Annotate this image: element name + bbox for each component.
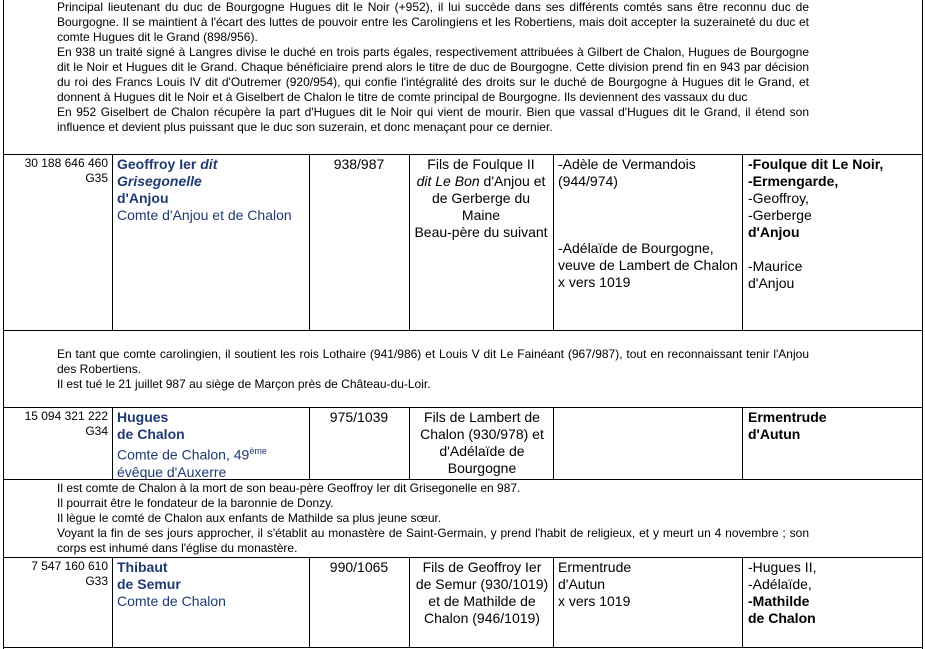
row1-child: -Ermengarde, bbox=[748, 173, 839, 189]
row1-spouses bbox=[558, 156, 738, 291]
row3-title: Comte de Chalon bbox=[117, 593, 226, 609]
row1-name: Geoffroy Ier dit bbox=[117, 156, 218, 172]
row1-number: 30 188 646 460 bbox=[24, 156, 108, 170]
row3-divider bbox=[112, 557, 113, 647]
row3-sosa-number bbox=[6, 559, 108, 589]
row3-dates: 990/1065 bbox=[329, 559, 389, 575]
row3-divider bbox=[553, 557, 554, 647]
row1-person bbox=[117, 156, 307, 224]
row1-spouse-2-marriage: x vers 1019 bbox=[558, 274, 631, 290]
row1-parents bbox=[412, 156, 550, 241]
row3-spouse: Ermentrude bbox=[558, 559, 632, 575]
intro-paragraph-2: En 938 un traité signé à Langres divise le duché en trois parts égales, respectivement attribuées à Gilbert de Chalon, Hugues de Bourgogne dit le Noir et Hugues dit le Grand. Chaque bénéficiaire prend alors le titre de duc de Bourgogne. Cette division prend fin en 943 par décision du roi des Francs Louis IV dit d'Outremer (920/954), qui confie l'intégralité des droits sur le duché de Bourgogne à Hugues dit le Grand, et donnent à Hugues dit le Noir et à Giselbert de Chalon le titre de comte principal de Bourgogne. Ils deviennent des vassaux du duc bbox=[57, 45, 809, 104]
row3-spouse-2: d'Autun bbox=[558, 576, 606, 592]
row2-sosa-number bbox=[6, 409, 108, 439]
row2-divider bbox=[553, 407, 554, 479]
row3-spouses bbox=[558, 559, 738, 610]
row2-top-border bbox=[3, 407, 922, 408]
row3-child: -Adélaïde, bbox=[748, 576, 812, 592]
row3-name-2: de Semur bbox=[117, 576, 181, 592]
row3-child: -Hugues II, bbox=[748, 559, 817, 575]
row2-child: Ermentrude bbox=[748, 409, 827, 425]
row3-child: de Chalon bbox=[748, 610, 816, 626]
row1-dates: 938/987 bbox=[333, 156, 385, 172]
row1-parents-a: Fils de Foulque II bbox=[427, 156, 535, 172]
notes-block-2 bbox=[57, 481, 809, 556]
row1-spouse-1: -Adèle de Vermandois (944/974) bbox=[558, 156, 696, 189]
row3-parents: Fils de Geoffroy Ier de Semur (930/1019) et de Mathilde de Chalon (946/1019) bbox=[415, 559, 549, 626]
row3-person bbox=[117, 559, 307, 610]
row1-child: -Foulque dit Le Noir, bbox=[748, 156, 884, 172]
row2-parents: Fils de Lambert de Chalon (930/978) et d'Adélaïde de Bourgogne bbox=[420, 409, 544, 476]
row2-divider bbox=[112, 407, 113, 479]
row2-number: 15 094 321 222 bbox=[24, 409, 108, 423]
row3-divider bbox=[742, 557, 743, 647]
note-line: Il est tué le 21 juillet 987 au siège de Marçon près de Château-du-Loir. bbox=[57, 377, 431, 391]
row1-child: d'Anjou bbox=[748, 275, 795, 291]
note-line: Voyant la fin de ses jours approcher, il s'établit au monastère de Saint-Germain, y prend l'habit de religieux, et y meurt un 4 novembre ; son corps est inhumé dans l'église du monastère. bbox=[57, 526, 809, 555]
row1-children bbox=[748, 156, 920, 292]
row1-parents-b: dit Le Bon d'Anjou et de Gerberge du Maine bbox=[416, 173, 546, 223]
note-line: Il est comte de Chalon à la mort de son beau-père Geoffroy Ier dit Grisegonelle en 987. bbox=[57, 481, 521, 495]
row3-divider bbox=[409, 557, 410, 647]
row1-child: -Maurice bbox=[748, 258, 803, 274]
row1-title: Comte d'Anjou et de Chalon bbox=[117, 207, 292, 223]
row1-divider bbox=[309, 154, 310, 330]
row1-divider bbox=[553, 154, 554, 330]
row1-top-border bbox=[3, 154, 922, 155]
row3-name: Thibaut bbox=[117, 559, 168, 575]
note-line: Il lègue le comté de Chalon aux enfants de Mathilde sa plus jeune sœur. bbox=[57, 511, 442, 525]
row2-name: Hugues bbox=[117, 409, 169, 425]
row1-generation: G35 bbox=[85, 171, 108, 185]
row1-divider bbox=[409, 154, 410, 330]
row1-child: -Geoffroy, bbox=[748, 190, 809, 206]
intro-text bbox=[57, 0, 809, 135]
row2-title-2: évêque d'Auxerre bbox=[117, 463, 227, 480]
row1-sosa-number bbox=[6, 156, 108, 186]
row1-parents-d: Beau-père du suivant bbox=[414, 224, 548, 240]
note-line: En tant que comte carolingien, il soutient les rois Lothaire (941/986) et Louis V dit Le Fainéant (967/987), tout en reconnaissant tenir l'Anjou des Robertiens. bbox=[57, 347, 809, 376]
row1-name-2: Grisegonelle bbox=[117, 173, 202, 189]
row2-dates: 975/1039 bbox=[329, 409, 389, 425]
row1-child: -Gerberge bbox=[748, 207, 812, 223]
row2-divider bbox=[742, 407, 743, 479]
row3-generation: G33 bbox=[85, 574, 108, 588]
row2-title: Comte de Chalon, 49ème bbox=[117, 446, 267, 463]
row2-children bbox=[748, 409, 920, 443]
row2-person bbox=[117, 409, 307, 481]
row1-divider bbox=[742, 154, 743, 330]
row2-child: d'Autun bbox=[748, 426, 801, 442]
row3-children bbox=[748, 559, 920, 627]
row3-top-border bbox=[3, 557, 922, 558]
row2-divider bbox=[409, 407, 410, 479]
row3-bottom-border bbox=[3, 647, 922, 648]
row1-name-3: d'Anjou bbox=[117, 190, 169, 206]
note-line: Il pourrait être le fondateur de la baronnie de Donzy. bbox=[57, 496, 334, 510]
row3-child: -Mathilde bbox=[748, 593, 810, 609]
row3-spouse-marriage: x vers 1019 bbox=[558, 593, 631, 609]
intro-paragraph-1: Principal lieutenant du duc de Bourgogne Hugues dit le Noir (+952), il lui succède dans ses différents comtés sans être reconnu duc de Bourgogne. Il se maintient à l'écart des luttes de pouvoir entre les Carolingiens et les Robertiens, mais doit accepter la suzeraineté du duc et comte Hugues dit le Grand (898/956). bbox=[57, 0, 809, 44]
row1-spouse-2: -Adélaïde de Bourgogne, veuve de Lambert de Chalon bbox=[558, 240, 738, 273]
row2-generation: G34 bbox=[85, 424, 108, 438]
row3-number: 7 547 160 610 bbox=[31, 559, 108, 573]
row1-divider bbox=[112, 154, 113, 330]
row1-bottom-border bbox=[3, 330, 922, 331]
notes-block-1 bbox=[57, 347, 809, 392]
row2-name-2: de Chalon bbox=[117, 426, 185, 442]
row1-child: d'Anjou bbox=[748, 224, 800, 240]
intro-paragraph-3: En 952 Giselbert de Chalon récupère la part d'Hugues dit le Noir qui vient de mourir. Bien que vassal d'Hugues dit le Grand, il étend son influence et devient plus puissant que le duc son suzerain, et donc menaçant pour ce dernier. bbox=[57, 105, 809, 134]
